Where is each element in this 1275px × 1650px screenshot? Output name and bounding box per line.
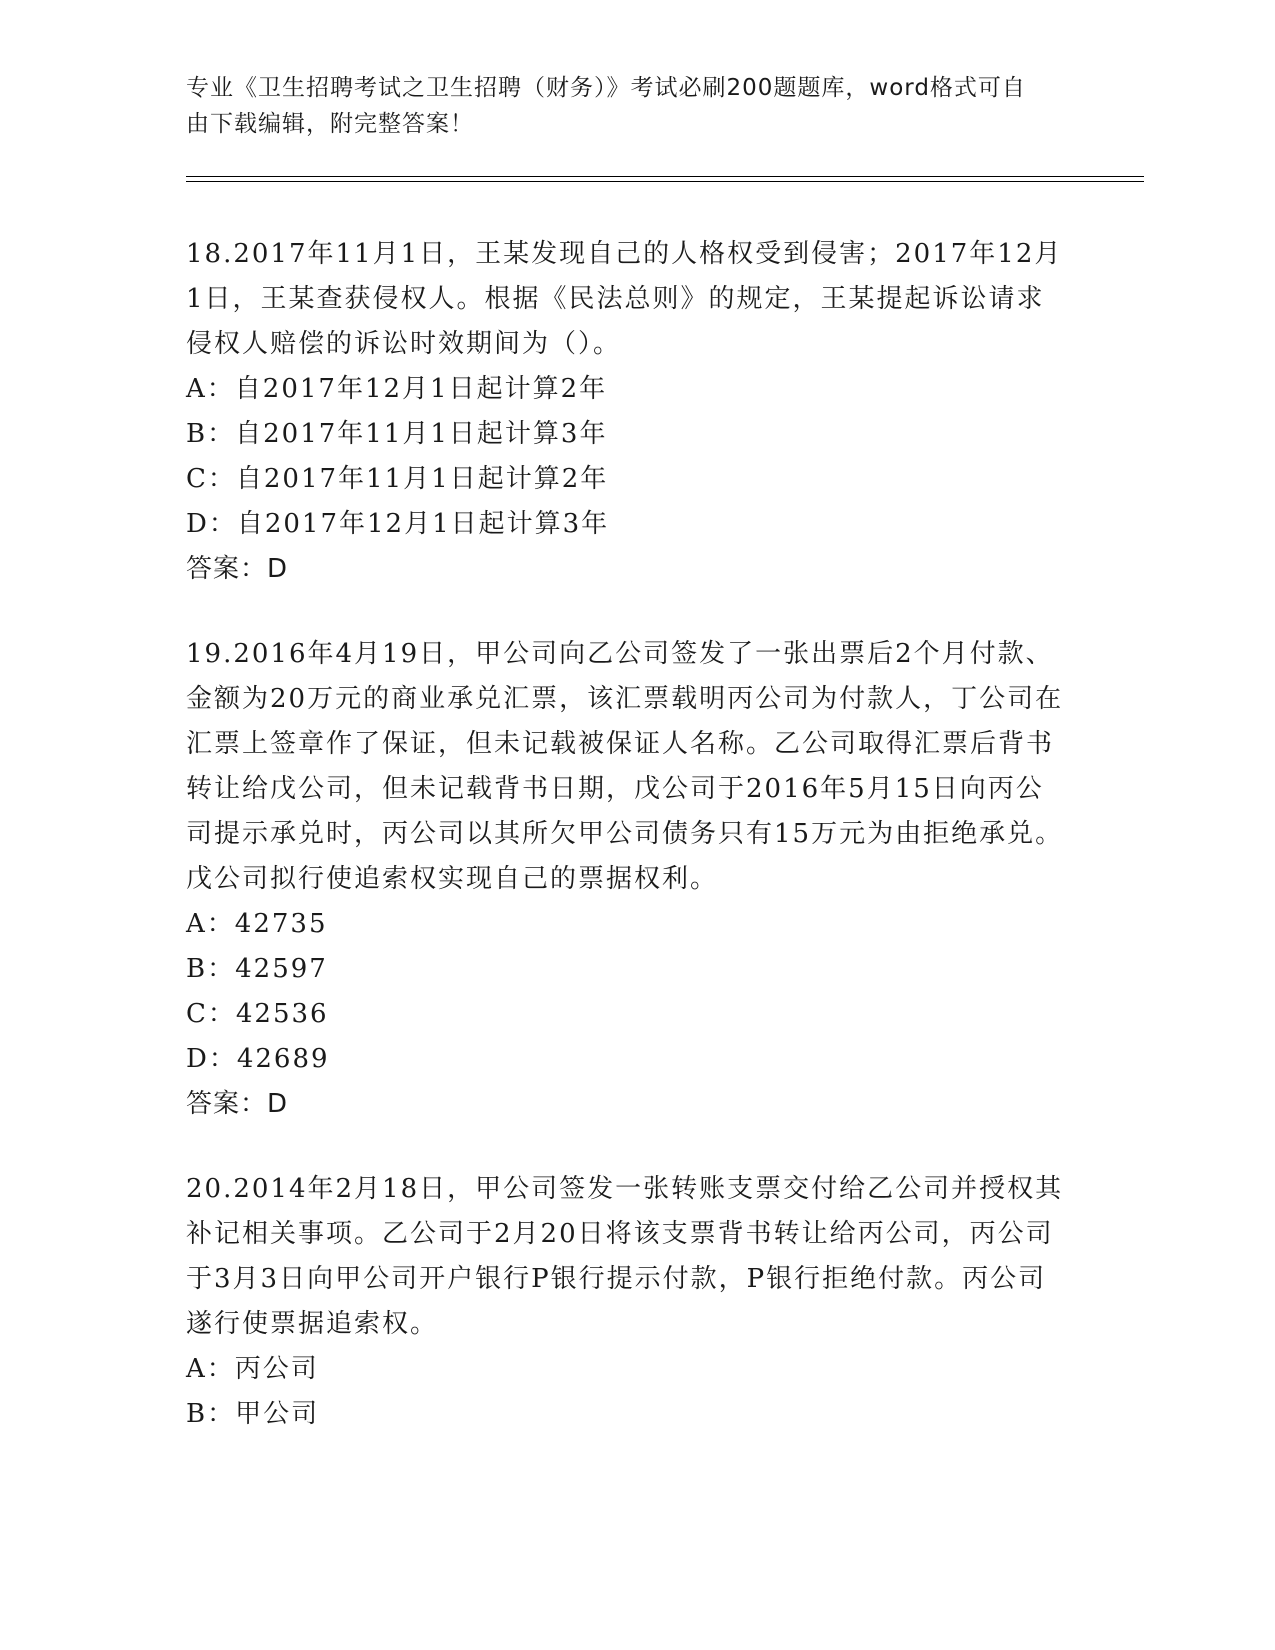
- option-b: B：自2017年11月1日起计算3年: [186, 419, 608, 449]
- question-19: [186, 632, 1066, 1127]
- header-rule-top: [186, 176, 1144, 177]
- question-stem: 19.2016年4月19日，甲公司向乙公司签发了一张出票后2个月付款、金额为20万元的商业承兑汇票，该汇票载明丙公司为付款人，丁公司在汇票上签章作了保证，但未记载被保证人名称。乙公司取得汇票后背书转让给戊公司，但未记载背书日期，戊公司于2016年5月15日向丙公司提示承兑时，丙公司以其所欠甲公司债务只有15万元为由拒绝承兑。戊公司拟行使追索权实现自己的票据权利。: [186, 639, 1064, 894]
- question-stem: 18.2017年11月1日，王某发现自己的人格权受到侵害；2017年12月1日，王某查获侵权人。根据《民法总则》的规定，王某提起诉讼请求侵权人赔偿的诉讼时效期间为（）。: [186, 239, 1063, 359]
- answer: 答案：D: [186, 554, 289, 584]
- question-18: [186, 232, 1066, 592]
- option-a: A：丙公司: [186, 1354, 319, 1384]
- header-line-2: 由下载编辑，附完整答案！: [186, 111, 474, 137]
- option-a: A：42735: [186, 909, 328, 939]
- document-header: [186, 70, 1066, 142]
- header-line-1: 专业《卫生招聘考试之卫生招聘（财务）》考试必刷200题题库，word格式可自: [186, 75, 1026, 101]
- option-c: C：42536: [186, 999, 329, 1029]
- option-b: B：42597: [186, 954, 328, 984]
- question-stem: 20.2014年2月18日，甲公司签发一张转账支票交付给乙公司并授权其补记相关事项。乙公司于2月20日将该支票背书转让给丙公司，丙公司于3月3日向甲公司开户银行P银行提示付款，P银行拒绝付款。丙公司遂行使票据追索权。: [186, 1174, 1064, 1339]
- question-20: [186, 1167, 1066, 1437]
- answer: 答案：D: [186, 1089, 289, 1119]
- question-list: [186, 232, 1066, 1477]
- option-d: D：自2017年12月1日起计算3年: [186, 509, 610, 539]
- option-d: D：42689: [186, 1044, 330, 1074]
- option-b: B：甲公司: [186, 1399, 320, 1429]
- option-c: C：自2017年11月1日起计算2年: [186, 464, 609, 494]
- header-rule-bottom: [186, 181, 1144, 182]
- option-a: A：自2017年12月1日起计算2年: [186, 374, 608, 404]
